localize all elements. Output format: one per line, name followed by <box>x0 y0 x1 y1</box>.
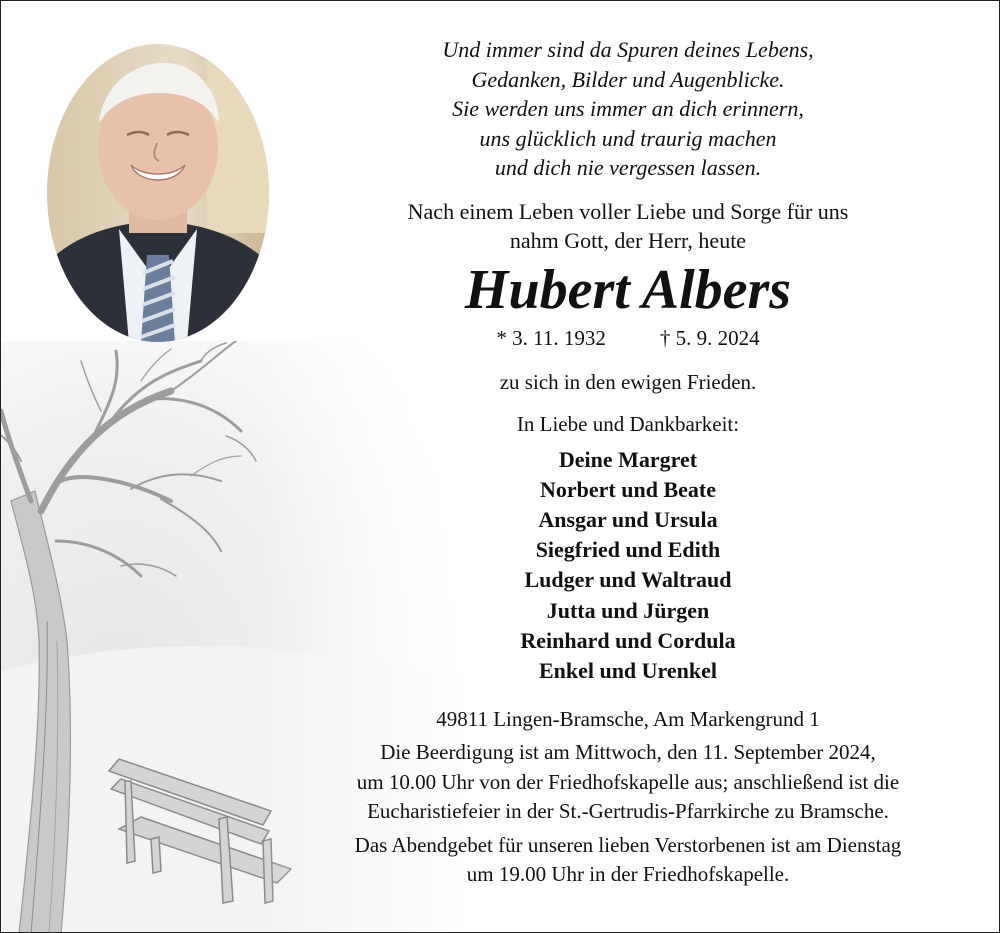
funeral-details <box>301 738 955 827</box>
mourner-name: Ludger und Waltraud <box>524 567 732 593</box>
funeral-line: um 10.00 Uhr von der Friedhofskapelle aus; anschließend ist die <box>356 769 900 794</box>
portrait-photo <box>47 43 269 343</box>
notice-text <box>301 35 955 890</box>
poem-line: Sie werden uns immer an dich erinnern, <box>452 96 804 121</box>
mourners-list <box>301 445 955 687</box>
mourner-name: Ansgar und Ursula <box>538 506 718 532</box>
poem-line: uns glücklich und traurig machen <box>479 125 777 151</box>
announcement-intro <box>301 197 955 255</box>
birth-date: * 3. 11. 1932 <box>496 325 606 350</box>
poem-line: Gedanken, Bilder und Augenblicke. <box>471 66 785 92</box>
poem-line: Und immer sind da Spuren deines Lebens, <box>442 37 814 62</box>
intro-line: nahm Gott, der Herr, heute <box>509 227 747 253</box>
mourner-name: Norbert und Beate <box>540 476 716 502</box>
thanks-line: In Liebe und Dankbarkeit: <box>516 411 740 436</box>
family-address: 49811 Lingen-Bramsche, Am Markengrund 1 <box>436 707 820 732</box>
mourner-name: Jutta und Jürgen <box>546 597 710 623</box>
funeral-line: Eucharistiefeier in der St.-Gertrudis-Pfarrkirche zu Bramsche. <box>367 799 889 824</box>
memorial-poem <box>301 35 955 183</box>
poem-line: und dich nie vergessen lassen. <box>494 155 762 180</box>
funeral-line: Die Beerdigung ist am Mittwoch, den 11. September 2024, <box>380 740 876 765</box>
mourner-name: Reinhard und Cordula <box>520 627 736 653</box>
death-date: † 5. 9. 2024 <box>659 325 760 350</box>
evening-prayer-details <box>301 831 955 890</box>
mourner-name: Siegfried und Edith <box>535 537 721 563</box>
life-dates <box>301 323 955 353</box>
mourner-name: Deine Margret <box>558 446 698 472</box>
prayer-line: um 19.00 Uhr in der Friedhofskapelle. <box>466 862 790 887</box>
mourner-name: Enkel und Urenkel <box>538 657 718 683</box>
intro-line: Nach einem Leben voller Liebe und Sorge für uns <box>407 198 849 224</box>
deceased-name: Hubert Albers <box>464 258 792 321</box>
prayer-line: Das Abendgebet für unseren lieben Verstorbenen ist am Dienstag <box>354 832 902 857</box>
peace-line: zu sich in den ewigen Frieden. <box>499 369 757 394</box>
